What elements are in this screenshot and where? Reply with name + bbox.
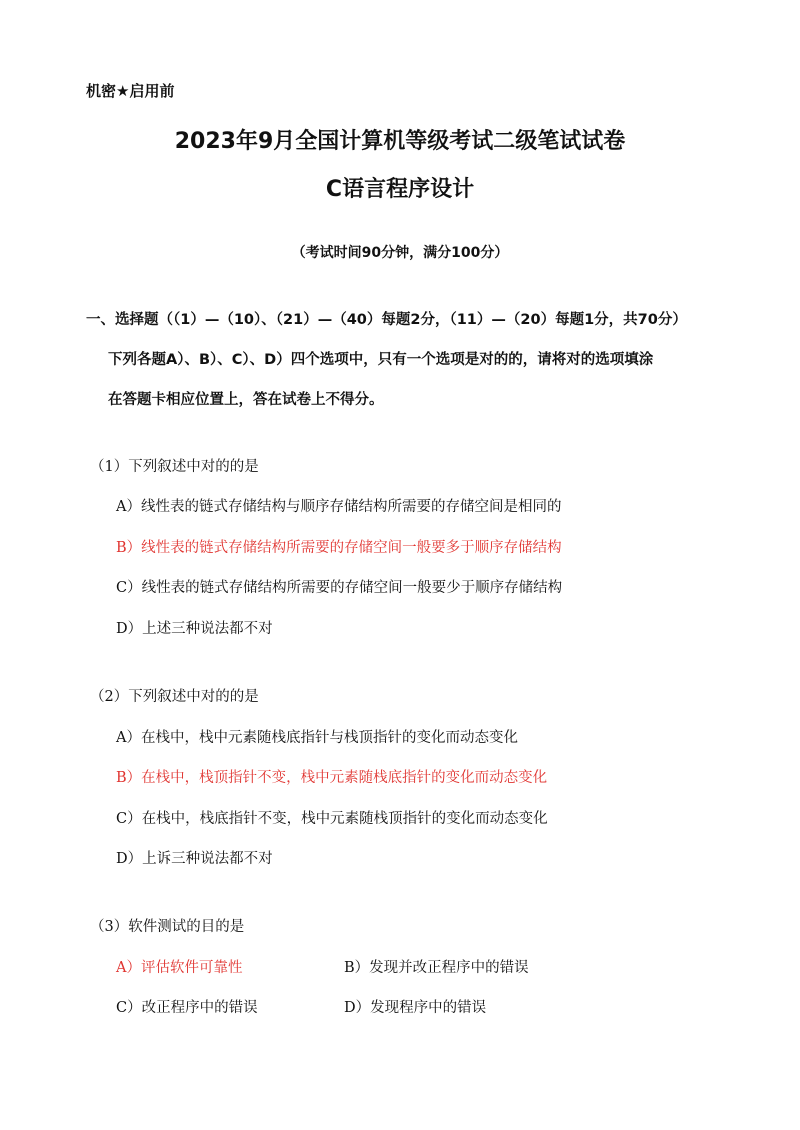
section-instruction-line2: 在答题卡相应位置上，答在试卷上不得分。 xyxy=(108,392,384,408)
section-heading: 一、选择题（（1）—（10）、（21）—（40）每题2分，（11）—（20）每题1分，共70分） xyxy=(86,312,687,328)
question-3-stem: （3）软件测试的目的是 xyxy=(90,919,245,935)
section-instruction-line1: 下列各题A）、B）、C）、D）四个选项中，只有一个选项是对的的，请将对的选项填涂 xyxy=(108,352,654,368)
exam-subject: C语言程序设计 xyxy=(325,177,475,202)
question-2-option-b: B）在栈中，栈顶指针不变，栈中元素随栈底指针的变化而动态变化 xyxy=(116,770,548,786)
question-1-option-d: D）上述三种说法都不对 xyxy=(116,621,273,637)
exam-duration: （考试时间90分钟，满分100分） xyxy=(291,245,509,261)
question-1-option-c: C）线性表的链式存储结构所需要的存储空间一般要少于顺序存储结构 xyxy=(116,580,563,596)
confidential-label: 机密★启用前 xyxy=(86,82,175,100)
question-3-option-b: B）发现并改正程序中的错误 xyxy=(344,960,529,976)
question-1-option-b: B）线性表的链式存储结构所需要的存储空间一般要多于顺序存储结构 xyxy=(116,540,562,556)
question-2-option-d: D）上诉三种说法都不对 xyxy=(116,851,273,867)
question-3-option-d: D）发现程序中的错误 xyxy=(344,1000,487,1016)
question-1-stem: （1）下列叙述中对的的是 xyxy=(90,459,259,475)
question-2-option-a: A）在栈中，栈中元素随栈底指针与栈顶指针的变化而动态变化 xyxy=(116,730,518,746)
question-3-option-c: C）改正程序中的错误 xyxy=(116,1000,258,1016)
exam-title: 2023年9月全国计算机等级考试二级笔试试卷 xyxy=(174,129,626,154)
question-2-stem: （2）下列叙述中对的的是 xyxy=(90,689,259,705)
question-2-option-c: C）在栈中，栈底指针不变，栈中元素随栈顶指针的变化而动态变化 xyxy=(116,811,548,827)
question-1-option-a: A）线性表的链式存储结构与顺序存储结构所需要的存储空间是相同的 xyxy=(116,499,562,515)
question-3-option-a: A）评估软件可靠性 xyxy=(116,960,243,976)
